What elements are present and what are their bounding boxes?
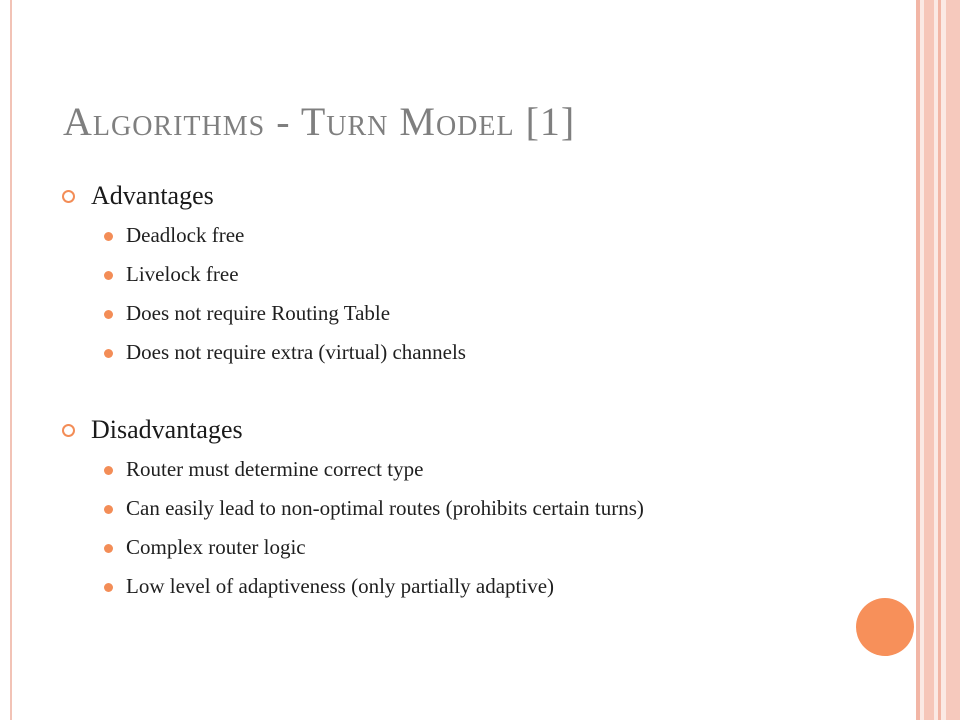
- left-border-line: [10, 0, 12, 720]
- section-advantages: [60, 176, 820, 366]
- decorative-orange-circle: [856, 598, 914, 656]
- dot-bullet-icon: [104, 349, 113, 358]
- dot-bullet-icon: [104, 232, 113, 241]
- list-item: [60, 300, 826, 327]
- dot-bullet-icon: [104, 271, 113, 280]
- list-item: [60, 495, 826, 522]
- section-heading-text: Disadvantages: [91, 415, 243, 444]
- advantages-list: [60, 222, 820, 366]
- list-item-text: Complex router logic: [126, 535, 306, 559]
- dot-bullet-icon: [104, 505, 113, 514]
- list-item: [60, 534, 826, 561]
- slide-title: Algorithms - Turn Model [1]: [63, 99, 576, 144]
- ring-bullet-icon: [62, 424, 75, 437]
- list-item-text: Does not require Routing Table: [126, 301, 391, 325]
- disadvantages-list: [60, 456, 820, 600]
- list-item-text: Does not require extra (virtual) channels: [126, 340, 466, 364]
- dot-bullet-icon: [104, 583, 113, 592]
- list-item-text: Can easily lead to non-optimal routes (prohibits certain turns): [126, 496, 644, 520]
- slide-content: [60, 176, 820, 600]
- stripe: [924, 0, 934, 720]
- section-heading: [60, 410, 820, 450]
- list-item: [60, 456, 826, 483]
- list-item: [60, 339, 826, 366]
- section-heading-text: Advantages: [91, 181, 214, 210]
- list-item: [60, 573, 826, 600]
- dot-bullet-icon: [104, 544, 113, 553]
- list-item-text: Livelock free: [126, 262, 239, 286]
- dot-bullet-icon: [104, 310, 113, 319]
- stripe: [938, 0, 941, 720]
- section-disadvantages: [60, 410, 820, 600]
- stripe: [946, 0, 960, 720]
- dot-bullet-icon: [104, 466, 113, 475]
- right-decorative-stripes: [916, 0, 960, 720]
- section-heading: [60, 176, 820, 216]
- stripe: [916, 0, 920, 720]
- list-item-text: Deadlock free: [126, 223, 245, 247]
- list-item-text: Router must determine correct type: [126, 457, 424, 481]
- ring-bullet-icon: [62, 190, 75, 203]
- list-item: [60, 261, 826, 288]
- list-item-text: Low level of adaptiveness (only partially adaptive): [126, 574, 555, 598]
- list-item: [60, 222, 826, 249]
